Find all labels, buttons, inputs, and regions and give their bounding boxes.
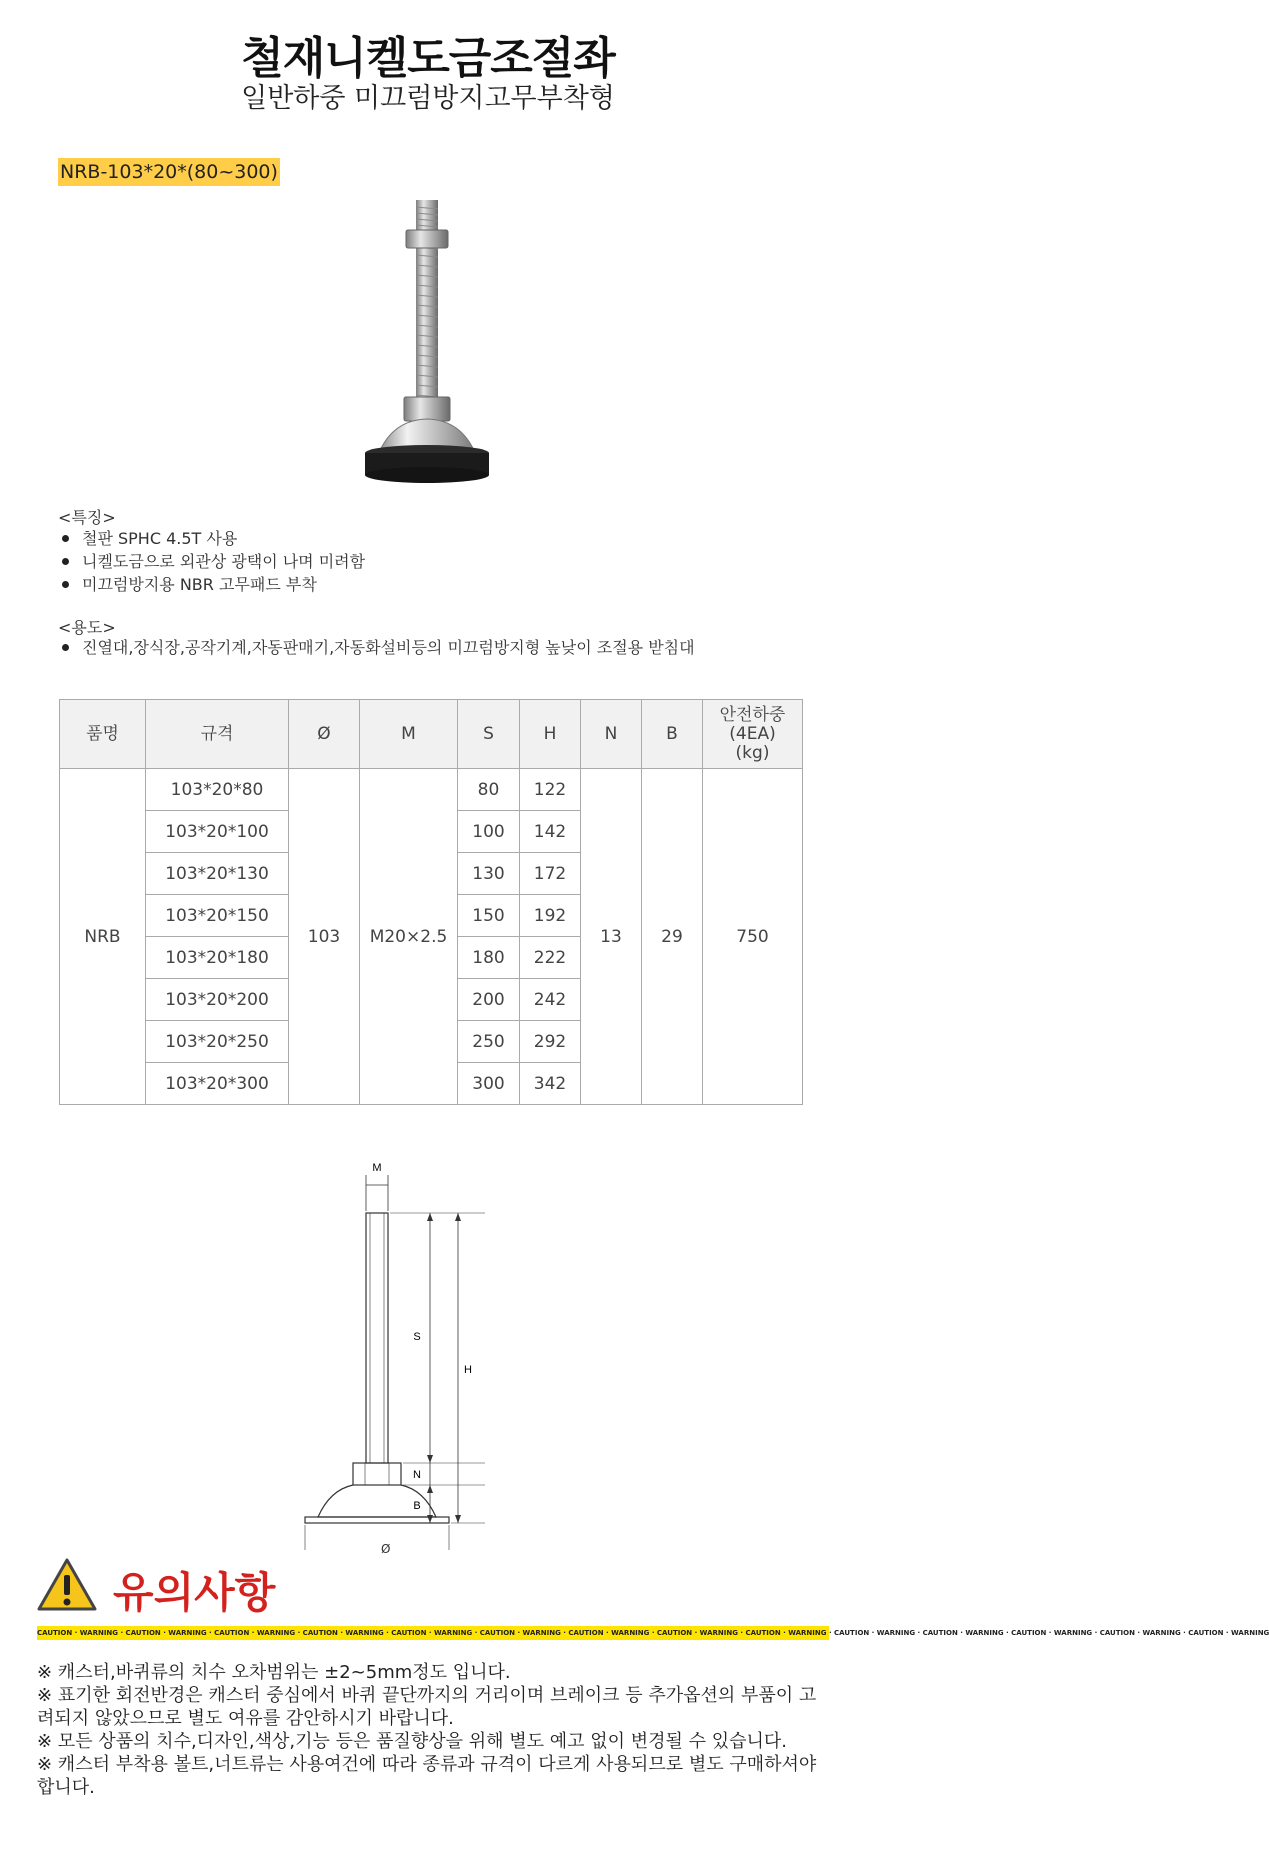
note-item: ※ 캐스터,바퀴류의 치수 오차범위는 ±2~5mm정도 입니다.	[37, 1662, 511, 1683]
features-list	[60, 527, 365, 596]
header-load-unit: (kg)	[735, 742, 770, 763]
cell-s: 80	[458, 769, 520, 811]
diagram-label-b: B	[413, 1500, 421, 1512]
table-row	[60, 769, 803, 811]
dimension-diagram	[290, 1155, 570, 1530]
warning-icon	[36, 1557, 98, 1613]
cell-h: 122	[520, 769, 581, 811]
cell-s: 130	[458, 853, 520, 895]
cell-load: 750	[703, 769, 803, 1105]
cell-h: 222	[520, 937, 581, 979]
product-photo	[170, 135, 686, 520]
page-title: 철재니켈도금조절좌	[241, 33, 615, 84]
note-item: ※ 캐스터 부착용 볼트,너트류는 사용여건에 따라 종류과 규격이 다르게 사용되므로 별도 구매하셔야 합니다.	[37, 1754, 817, 1798]
cell-name: NRB	[60, 769, 146, 1105]
diagram-label-n: N	[413, 1469, 421, 1481]
header-n: N	[581, 700, 642, 769]
cell-b: 29	[642, 769, 703, 1105]
list-item: 미끄럼방지용 NBR 고무패드 부착	[60, 573, 365, 596]
cell-s: 200	[458, 979, 520, 1021]
cell-h: 192	[520, 895, 581, 937]
header-b: B	[642, 700, 703, 769]
header-diameter: Ø	[289, 700, 360, 769]
diagram-label-m: M	[372, 1162, 382, 1174]
cell-spec: 103*20*100	[146, 811, 289, 853]
spec-table	[59, 699, 803, 1105]
caution-notes	[37, 1661, 827, 1799]
diagram-label-h: H	[464, 1364, 472, 1376]
cell-s: 300	[458, 1063, 520, 1105]
cell-spec: 103*20*150	[146, 895, 289, 937]
page-subtitle: 일반하중 미끄럼방지고무부착형	[241, 83, 615, 114]
model-tag: NRB-103*20*(80~300)	[58, 158, 280, 186]
note-item: ※ 표기한 회전반경은 캐스터 중심에서 바퀴 끝단까지의 거리이며 브레이크 등 추가옵션의 부품이 고려되지 않았으므로 별도 여유를 감안하시기 바랍니다.	[37, 1685, 817, 1729]
cell-n: 13	[581, 769, 642, 1105]
header-m: M	[360, 700, 458, 769]
cell-h: 342	[520, 1063, 581, 1105]
header-name: 품명	[60, 700, 146, 769]
caution-tape: CAUTION · WARNING · CAUTION · WARNING · CAUTION · WARNING · CAUTION · WARNING · CAUTION · WARNING · CAUTION · WARNING · CAUTION · WARNING · CAUTION · WARNING · CAUTION · WARNING · CAUTION · WARNING · CAUTION · WARNING · CAUTION · WARNING · CAUTION · WARNING · CAUTION · WARNING	[37, 1626, 829, 1640]
header-load	[703, 700, 803, 769]
usage-list	[60, 636, 695, 659]
diagram-label-diameter: Ø	[381, 1542, 391, 1556]
cell-s: 250	[458, 1021, 520, 1063]
header-h: H	[520, 700, 581, 769]
caution-title: 유의사항	[113, 1568, 276, 1617]
table-header-row	[60, 700, 803, 769]
cell-spec: 103*20*300	[146, 1063, 289, 1105]
cell-s: 150	[458, 895, 520, 937]
header-load-title: 안전하중	[719, 704, 786, 725]
usage-heading: <용도>	[58, 618, 116, 637]
cell-h: 292	[520, 1021, 581, 1063]
cell-h: 172	[520, 853, 581, 895]
cell-m: M20×2.5	[360, 769, 458, 1105]
cell-spec: 103*20*180	[146, 937, 289, 979]
header-s: S	[458, 700, 520, 769]
cell-h: 142	[520, 811, 581, 853]
list-item: 진열대,장식장,공작기계,자동판매기,자동화설비등의 미끄럼방지형 높낮이 조절용 받침대	[60, 636, 695, 659]
cell-spec: 103*20*80	[146, 769, 289, 811]
cell-s: 180	[458, 937, 520, 979]
header-load-qty: (4EA)	[729, 723, 776, 744]
features-heading: <특징>	[58, 508, 116, 527]
cell-h: 242	[520, 979, 581, 1021]
cell-s: 100	[458, 811, 520, 853]
cell-diameter: 103	[289, 769, 360, 1105]
list-item: 니켈도금으로 외관상 광택이 나며 미려함	[60, 550, 365, 573]
list-item: 철판 SPHC 4.5T 사용	[60, 527, 365, 550]
cell-spec: 103*20*130	[146, 853, 289, 895]
header-spec: 규격	[146, 700, 289, 769]
note-item: ※ 모든 상품의 치수,디자인,색상,기능 등은 품질향상을 위해 별도 예고 없이 변경될 수 있습니다.	[37, 1731, 787, 1752]
diagram-label-s: S	[413, 1331, 421, 1343]
cell-spec: 103*20*200	[146, 979, 289, 1021]
cell-spec: 103*20*250	[146, 1021, 289, 1063]
